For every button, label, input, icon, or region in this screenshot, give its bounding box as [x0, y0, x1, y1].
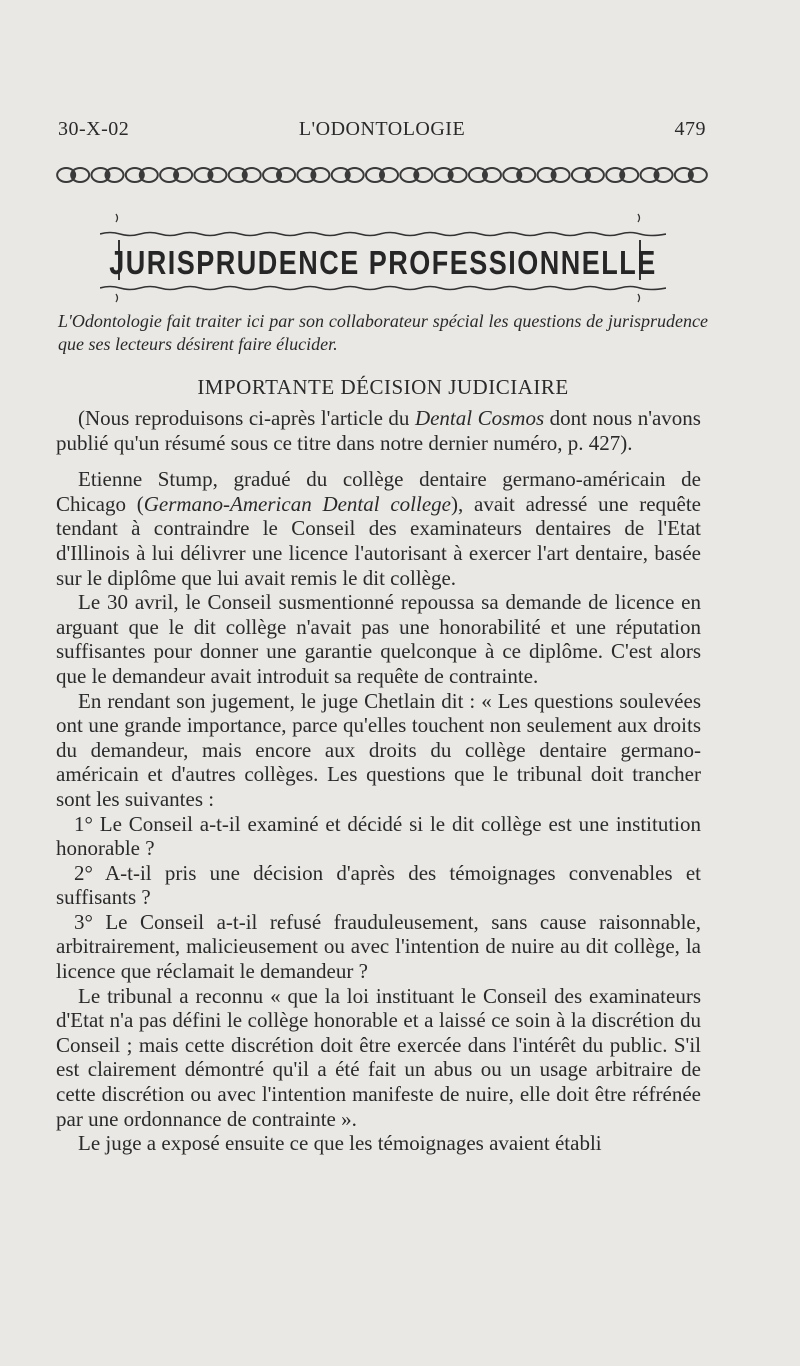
ornament-motif — [229, 168, 261, 182]
paragraph: Le juge a exposé ensuite ce que les témoignages avaient établi — [78, 1131, 602, 1156]
ornament-motif — [57, 168, 89, 182]
ornament-motif — [435, 168, 467, 182]
question-item: 1° Le Conseil a-t-il examiné et décidé si le dit collège est une institution honorable ? — [56, 811, 701, 861]
paragraph: Le 30 avril, le Conseil susmentionné repoussa sa demande de licence en arguant que le dit collège n'avait pas une honorabilité et une réputation suffisantes pour donner une garantie quelconque à ce diplôme. C'est alors que le demandeur avait introduit sa requête de contrainte. — [56, 590, 701, 688]
ornament-motif — [160, 168, 192, 182]
ornament-motif — [194, 168, 226, 182]
ornament-motif — [675, 168, 707, 182]
journal-title: L'ODONTOLOGIE — [298, 118, 466, 140]
section-title: JURISPRUDENCE PROFESSIONNELLE — [109, 244, 657, 282]
page-number: 479 — [674, 118, 706, 140]
ornament-motif — [503, 168, 535, 182]
question-item: 3° Le Conseil a-t-il refusé frauduleusement, sans cause raisonnable, arbitrairement, malicieusement ou avec l'intention de nuire au dit collège, la licence que réclamait le demandeur ? — [56, 909, 701, 984]
ornament-motif — [469, 168, 501, 182]
ornament-motif — [400, 168, 432, 182]
issue-date: 30-X-02 — [58, 118, 130, 140]
running-header — [58, 118, 706, 144]
article-heading: IMPORTANTE DÉCISION JUDICIAIRE — [197, 375, 569, 399]
ornament-border — [56, 164, 708, 186]
ornament-motif — [641, 168, 673, 182]
ornament-motif — [263, 168, 295, 182]
ornament-motif — [538, 168, 570, 182]
ornament-motif — [366, 168, 398, 182]
paragraph: (Nous reproduisons ci-après l'article du Dental Cosmos dont nous n'avons publié qu'un résumé sous ce titre dans notre dernier numéro, p. 427). — [56, 406, 701, 455]
ornament-motif — [332, 168, 364, 182]
ornament-motif — [126, 168, 158, 182]
ornament-motif — [91, 168, 123, 182]
ornament-motif — [297, 168, 329, 182]
college-name: Germano-American Dental college — [143, 491, 451, 516]
question-item: 2° A-t-il pris une décision d'après des témoignages convenables et suffisants ? — [56, 860, 701, 910]
intro-note: L'Odontologie fait traiter ici par son collaborateur spécial les questions de jurisprudence que ses lecteurs désirent faire élucider. — [58, 311, 708, 354]
journal-name: Dental Cosmos — [414, 406, 545, 430]
article-body — [56, 406, 701, 1156]
ornament-motif — [606, 168, 638, 182]
ornament-motif — [572, 168, 604, 182]
paragraph: Le tribunal a reconnu « que la loi instituant le Conseil des examinateurs d'Etat n'a pas défini le collège honorable et a laissé ce soin à la discrétion du Conseil ; mais cette discrétion doit être exercée dans l'intérêt du public. S'il est clairement démontré qu'il a été fait un abus ou un usage arbitraire de cette discrétion ou avec l'intention manifeste de nuire, elle doit être réfrénée par une ordonnance de contrainte ». — [56, 983, 701, 1131]
paragraph: En rendant son jugement, le juge Chetlain dit : « Les questions soulevées ont une grande importance, parce qu'elles touchent non seulement aux droits du demandeur, mais encore aux droits du collège dentaire germano-américain et d'autres collèges. Les questions que le tribunal doit trancher sont les suivantes : — [56, 688, 701, 811]
paragraph: Etienne Stump, gradué du collège dentaire germano-américain de Chicago (Germano-American Dental college), avait adressé une requête tendant à contraindre le Conseil des examinateurs dentaires de l'Etat d'Illinois à lui délivrer une licence l'autorisant à exercer l'art dentaire, basée sur le diplôme que lui avait remis le dit collège. — [56, 467, 701, 590]
